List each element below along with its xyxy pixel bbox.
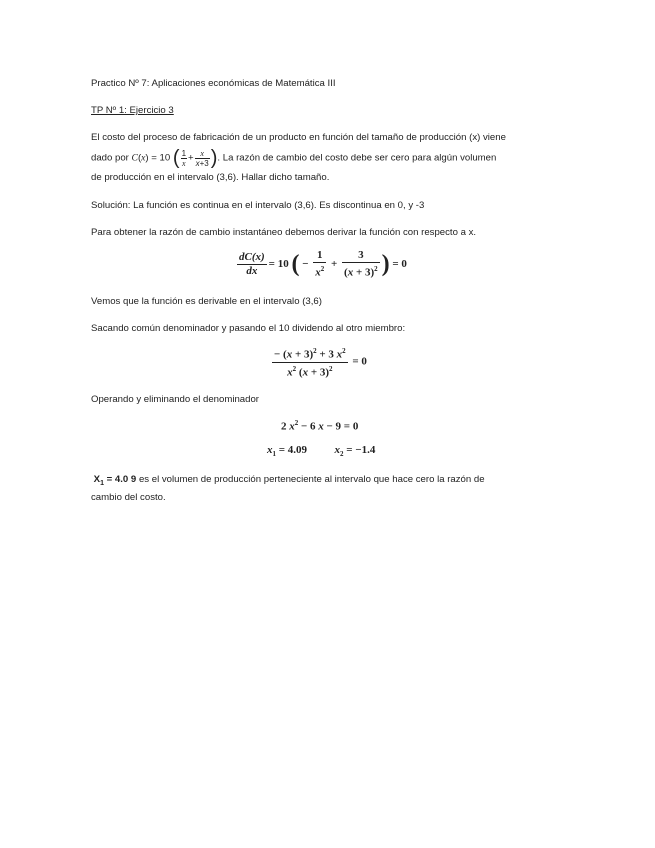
cost-function-formula: C xyxy=(131,152,138,164)
combined-fraction-equation: $\frac{- (x + 3)^2 + 3 x^2}{x^2 (x + 3)^2}$ = 0 xyxy=(274,347,367,379)
document-header: Practico Nº 7: Aplicaciones económicas de Matemática III xyxy=(91,78,336,89)
conclusion-text: es el volumen de producción perteneciente al intervalo que hace cero la razón de xyxy=(138,474,485,485)
conclusion-line-1: $X_1 = 4.0$ 9 es el volumen de producción perteneciente al intervalo que hace cero la razón de xyxy=(91,474,485,487)
operating-note: Operando y eliminando el denominador xyxy=(91,394,259,405)
conclusion-line-2: cambio del costo. xyxy=(91,492,166,503)
problem-line-2-end: . La razón de cambio del costo debe ser cero para algún volumen xyxy=(217,152,497,164)
problem-line-1: El costo del proceso de fabricación de un producto en función del tamaño de producción (x) viene xyxy=(91,132,506,143)
derivative-equation: $\frac{dC(x)}{dx}$ = 10 ( − $\frac{1}{x^2}$ + $\frac{3}{(x + 3)^2}$ ) = 0 xyxy=(239,249,407,279)
problem-line-3: de producción en el intervalo (3,6). Hallar dicho tamaño. xyxy=(91,172,330,183)
root-x1: 4.09 xyxy=(287,444,308,456)
common-denominator-note: Sacando común denominador y pasando el 10 dividendo al otro miembro: xyxy=(91,323,406,334)
solution-line: Solución: La función es continua en el intervalo (3,6). Es discontinua en 0, y -3 xyxy=(91,200,425,211)
quadratic-equation: 2 $x^2 - 6$ x − 9 = 0 xyxy=(281,419,359,433)
root-x2: −1.4 xyxy=(355,444,376,456)
roots-line: $x_1 = 4.09$ $x_2 = -1.4$ xyxy=(267,444,376,459)
problem-line-2-start: dado por xyxy=(91,152,129,164)
conclusion-value: 4.0 9 xyxy=(114,474,137,485)
fraction-one-over-x: $\frac{1}{x}$ xyxy=(181,148,187,168)
derivative-intro: Para obtener la razón de cambio instantáneo debemos derivar la función con respecto a x. xyxy=(91,227,477,238)
derivable-note: Vemos que la función es derivable en el intervalo (3,6) xyxy=(91,296,322,307)
problem-line-2: dado por C(x) = 10 ( $\frac{1}{x}$ + $\frac{x}{x+3}$ ). La razón de cambio del costo debe ser cero para algún volumen xyxy=(91,147,497,169)
exercise-title: TP Nº 1: Ejercicio 3 xyxy=(91,105,174,116)
fraction-x-over-x-plus-3: $\frac{x}{x+3}$ xyxy=(195,148,209,168)
